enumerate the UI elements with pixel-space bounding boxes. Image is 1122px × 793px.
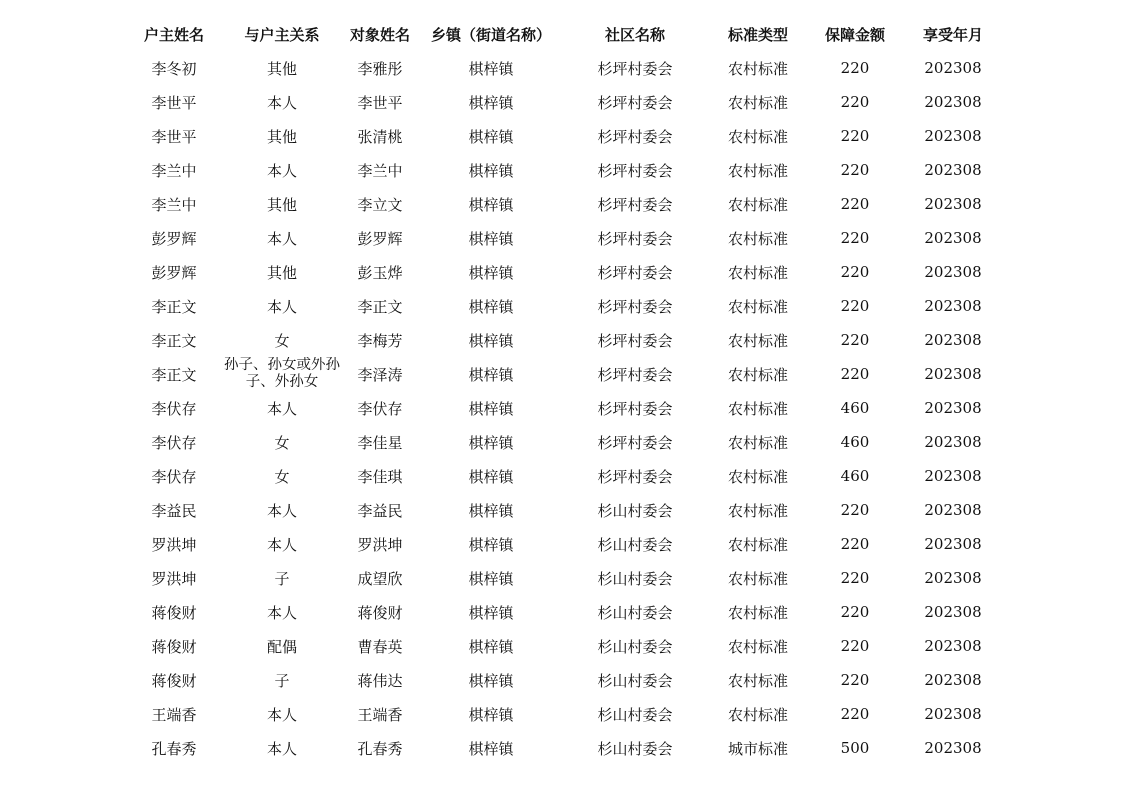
- standard-type-cell: 农村标准: [727, 297, 788, 316]
- relationship-cell: 孙子、孙女或外孙子、外孙女: [224, 357, 340, 390]
- recipient-name-cell: 李佳星: [357, 433, 403, 452]
- township-cell: 棋梓镇: [468, 127, 514, 146]
- relationship-cell: 女: [274, 433, 290, 452]
- relationship-cell: 其他: [266, 195, 297, 214]
- header-amount: 保障金额: [824, 25, 885, 44]
- township-cell: 棋梓镇: [468, 433, 514, 452]
- community-cell: 杉山村委会: [597, 637, 673, 656]
- householder-name-cell: 李冬初: [151, 59, 197, 78]
- header-relationship: 与户主关系: [244, 25, 320, 44]
- township-cell: 棋梓镇: [468, 569, 514, 588]
- header-month: 享受年月: [922, 25, 983, 44]
- month-cell: 202308: [924, 229, 982, 247]
- standard-type-cell: 农村标准: [727, 127, 788, 146]
- relationship-cell: 女: [274, 467, 290, 486]
- recipient-name-cell: 李泽涛: [357, 365, 403, 384]
- township-cell: 棋梓镇: [468, 671, 514, 690]
- relationship-cell: 子: [274, 569, 290, 588]
- table-row: [124, 119, 1004, 153]
- householder-name-cell: 李兰中: [151, 161, 197, 180]
- header-standard-type: 标准类型: [727, 25, 788, 44]
- relationship-cell: 本人: [266, 161, 297, 180]
- township-cell: 棋梓镇: [468, 229, 514, 248]
- township-cell: 棋梓镇: [468, 399, 514, 418]
- relationship-cell: 本人: [266, 603, 297, 622]
- householder-name-cell: 王端香: [151, 705, 197, 724]
- community-cell: 杉坪村委会: [597, 229, 673, 248]
- month-cell: 202308: [924, 93, 982, 111]
- recipient-name-cell: 彭玉烨: [357, 263, 403, 282]
- community-cell: 杉山村委会: [597, 739, 673, 758]
- relationship-cell: 本人: [266, 501, 297, 520]
- householder-name-cell: 李正文: [151, 365, 197, 384]
- recipient-name-cell: 李梅芳: [357, 331, 403, 350]
- township-cell: 棋梓镇: [468, 603, 514, 622]
- householder-name-cell: 李正文: [151, 297, 197, 316]
- recipient-name-cell: 孔春秀: [357, 739, 403, 758]
- table-row: [124, 527, 1004, 561]
- householder-name-cell: 蒋俊财: [151, 603, 197, 622]
- householder-name-cell: 蒋俊财: [151, 671, 197, 690]
- header-recipient-name: 对象姓名: [349, 25, 410, 44]
- township-cell: 棋梓镇: [468, 705, 514, 724]
- standard-type-cell: 农村标准: [727, 671, 788, 690]
- township-cell: 棋梓镇: [468, 637, 514, 656]
- amount-cell: 460: [840, 467, 870, 485]
- month-cell: 202308: [924, 263, 982, 281]
- community-cell: 杉山村委会: [597, 535, 673, 554]
- recipient-name-cell: 成望欣: [357, 569, 403, 588]
- recipient-name-cell: 张清桃: [357, 127, 403, 146]
- relationship-cell: 本人: [266, 739, 297, 758]
- header-householder-name: 户主姓名: [143, 25, 204, 44]
- relationship-cell: 本人: [266, 705, 297, 724]
- householder-name-cell: 彭罗辉: [151, 229, 197, 248]
- recipient-name-cell: 罗洪坤: [357, 535, 403, 554]
- recipient-name-cell: 王端香: [357, 705, 403, 724]
- beneficiary-table: [124, 17, 1004, 765]
- householder-name-cell: 李伏存: [151, 467, 197, 486]
- recipient-name-cell: 蒋俊财: [357, 603, 403, 622]
- table-row: [124, 85, 1004, 119]
- standard-type-cell: 农村标准: [727, 705, 788, 724]
- relationship-cell: 女: [274, 331, 290, 350]
- township-cell: 棋梓镇: [468, 365, 514, 384]
- month-cell: 202308: [924, 161, 982, 179]
- township-cell: 棋梓镇: [468, 161, 514, 180]
- table-row: [124, 187, 1004, 221]
- month-cell: 202308: [924, 671, 982, 689]
- recipient-name-cell: 李益民: [357, 501, 403, 520]
- community-cell: 杉坪村委会: [597, 331, 673, 350]
- month-cell: 202308: [924, 467, 982, 485]
- amount-cell: 220: [840, 229, 870, 247]
- community-cell: 杉坪村委会: [597, 263, 673, 282]
- standard-type-cell: 农村标准: [727, 467, 788, 486]
- header-township: 乡镇（街道名称）: [430, 25, 551, 44]
- table-header: [124, 17, 1004, 51]
- amount-cell: 220: [840, 59, 870, 77]
- relationship-cell: 本人: [266, 399, 297, 418]
- community-cell: 杉坪村委会: [597, 399, 673, 418]
- householder-name-cell: 孔春秀: [151, 739, 197, 758]
- relationship-cell: 本人: [266, 297, 297, 316]
- township-cell: 棋梓镇: [468, 467, 514, 486]
- community-cell: 杉山村委会: [597, 603, 673, 622]
- standard-type-cell: 农村标准: [727, 399, 788, 418]
- standard-type-cell: 农村标准: [727, 365, 788, 384]
- table-body: [124, 51, 1004, 765]
- table-row: [124, 459, 1004, 493]
- standard-type-cell: 城市标准: [727, 739, 788, 758]
- month-cell: 202308: [924, 535, 982, 553]
- amount-cell: 220: [840, 535, 870, 553]
- table-row: [124, 595, 1004, 629]
- householder-name-cell: 彭罗辉: [151, 263, 197, 282]
- township-cell: 棋梓镇: [468, 739, 514, 758]
- month-cell: 202308: [924, 365, 982, 383]
- householder-name-cell: 李伏存: [151, 399, 197, 418]
- standard-type-cell: 农村标准: [727, 501, 788, 520]
- standard-type-cell: 农村标准: [727, 637, 788, 656]
- township-cell: 棋梓镇: [468, 93, 514, 112]
- amount-cell: 220: [840, 331, 870, 349]
- standard-type-cell: 农村标准: [727, 93, 788, 112]
- recipient-name-cell: 李世平: [357, 93, 403, 112]
- recipient-name-cell: 彭罗辉: [357, 229, 403, 248]
- relationship-cell: 其他: [266, 263, 297, 282]
- table-row: [124, 221, 1004, 255]
- table-row: [124, 391, 1004, 425]
- community-cell: 杉山村委会: [597, 501, 673, 520]
- table-row: [124, 51, 1004, 85]
- community-cell: 杉山村委会: [597, 671, 673, 690]
- community-cell: 杉坪村委会: [597, 127, 673, 146]
- community-cell: 杉坪村委会: [597, 365, 673, 384]
- table-row: [124, 697, 1004, 731]
- amount-cell: 460: [840, 433, 870, 451]
- amount-cell: 460: [840, 399, 870, 417]
- amount-cell: 220: [840, 263, 870, 281]
- community-cell: 杉坪村委会: [597, 467, 673, 486]
- relationship-cell: 子: [274, 671, 290, 690]
- recipient-name-cell: 李兰中: [357, 161, 403, 180]
- community-cell: 杉坪村委会: [597, 195, 673, 214]
- amount-cell: 220: [840, 569, 870, 587]
- standard-type-cell: 农村标准: [727, 161, 788, 180]
- month-cell: 202308: [924, 331, 982, 349]
- community-cell: 杉坪村委会: [597, 297, 673, 316]
- standard-type-cell: 农村标准: [727, 535, 788, 554]
- month-cell: 202308: [924, 569, 982, 587]
- township-cell: 棋梓镇: [468, 59, 514, 78]
- community-cell: 杉坪村委会: [597, 59, 673, 78]
- month-cell: 202308: [924, 739, 982, 757]
- householder-name-cell: 李世平: [151, 93, 197, 112]
- month-cell: 202308: [924, 127, 982, 145]
- standard-type-cell: 农村标准: [727, 603, 788, 622]
- table-row: [124, 731, 1004, 765]
- householder-name-cell: 罗洪坤: [151, 535, 197, 554]
- recipient-name-cell: 李正文: [357, 297, 403, 316]
- table-row: [124, 629, 1004, 663]
- standard-type-cell: 农村标准: [727, 229, 788, 248]
- recipient-name-cell: 李立文: [357, 195, 403, 214]
- amount-cell: 500: [840, 739, 870, 757]
- community-cell: 杉山村委会: [597, 705, 673, 724]
- table-row: [124, 663, 1004, 697]
- relationship-cell: 其他: [266, 127, 297, 146]
- amount-cell: 220: [840, 93, 870, 111]
- community-cell: 杉坪村委会: [597, 433, 673, 452]
- amount-cell: 220: [840, 501, 870, 519]
- table-row: [124, 561, 1004, 595]
- householder-name-cell: 李益民: [151, 501, 197, 520]
- standard-type-cell: 农村标准: [727, 195, 788, 214]
- recipient-name-cell: 李雅彤: [357, 59, 403, 78]
- month-cell: 202308: [924, 195, 982, 213]
- recipient-name-cell: 李伏存: [357, 399, 403, 418]
- amount-cell: 220: [840, 161, 870, 179]
- table-row: [124, 153, 1004, 187]
- month-cell: 202308: [924, 501, 982, 519]
- table-row: [124, 493, 1004, 527]
- township-cell: 棋梓镇: [468, 331, 514, 350]
- month-cell: 202308: [924, 59, 982, 77]
- table-row: [124, 255, 1004, 289]
- standard-type-cell: 农村标准: [727, 263, 788, 282]
- relationship-cell: 其他: [266, 59, 297, 78]
- header-community: 社区名称: [604, 25, 665, 44]
- relationship-cell: 本人: [266, 535, 297, 554]
- amount-cell: 220: [840, 297, 870, 315]
- township-cell: 棋梓镇: [468, 263, 514, 282]
- householder-name-cell: 李世平: [151, 127, 197, 146]
- householder-name-cell: 蒋俊财: [151, 637, 197, 656]
- amount-cell: 220: [840, 637, 870, 655]
- recipient-name-cell: 曹春英: [357, 637, 403, 656]
- header-row: [124, 17, 1004, 51]
- relationship-cell: 本人: [266, 229, 297, 248]
- township-cell: 棋梓镇: [468, 501, 514, 520]
- table-row: [124, 425, 1004, 459]
- month-cell: 202308: [924, 603, 982, 621]
- amount-cell: 220: [840, 365, 870, 383]
- recipient-name-cell: 李佳琪: [357, 467, 403, 486]
- table-row: [124, 323, 1004, 357]
- recipient-name-cell: 蒋伟达: [357, 671, 403, 690]
- householder-name-cell: 李兰中: [151, 195, 197, 214]
- month-cell: 202308: [924, 637, 982, 655]
- month-cell: 202308: [924, 433, 982, 451]
- standard-type-cell: 农村标准: [727, 59, 788, 78]
- householder-name-cell: 李正文: [151, 331, 197, 350]
- amount-cell: 220: [840, 671, 870, 689]
- township-cell: 棋梓镇: [468, 297, 514, 316]
- township-cell: 棋梓镇: [468, 195, 514, 214]
- standard-type-cell: 农村标准: [727, 433, 788, 452]
- table-row: [124, 357, 1004, 391]
- standard-type-cell: 农村标准: [727, 569, 788, 588]
- householder-name-cell: 李伏存: [151, 433, 197, 452]
- amount-cell: 220: [840, 195, 870, 213]
- month-cell: 202308: [924, 705, 982, 723]
- community-cell: 杉山村委会: [597, 569, 673, 588]
- community-cell: 杉坪村委会: [597, 93, 673, 112]
- amount-cell: 220: [840, 127, 870, 145]
- relationship-cell: 配偶: [266, 637, 297, 656]
- standard-type-cell: 农村标准: [727, 331, 788, 350]
- township-cell: 棋梓镇: [468, 535, 514, 554]
- table-row: [124, 289, 1004, 323]
- householder-name-cell: 罗洪坤: [151, 569, 197, 588]
- month-cell: 202308: [924, 297, 982, 315]
- amount-cell: 220: [840, 705, 870, 723]
- amount-cell: 220: [840, 603, 870, 621]
- month-cell: 202308: [924, 399, 982, 417]
- relationship-cell: 本人: [266, 93, 297, 112]
- community-cell: 杉坪村委会: [597, 161, 673, 180]
